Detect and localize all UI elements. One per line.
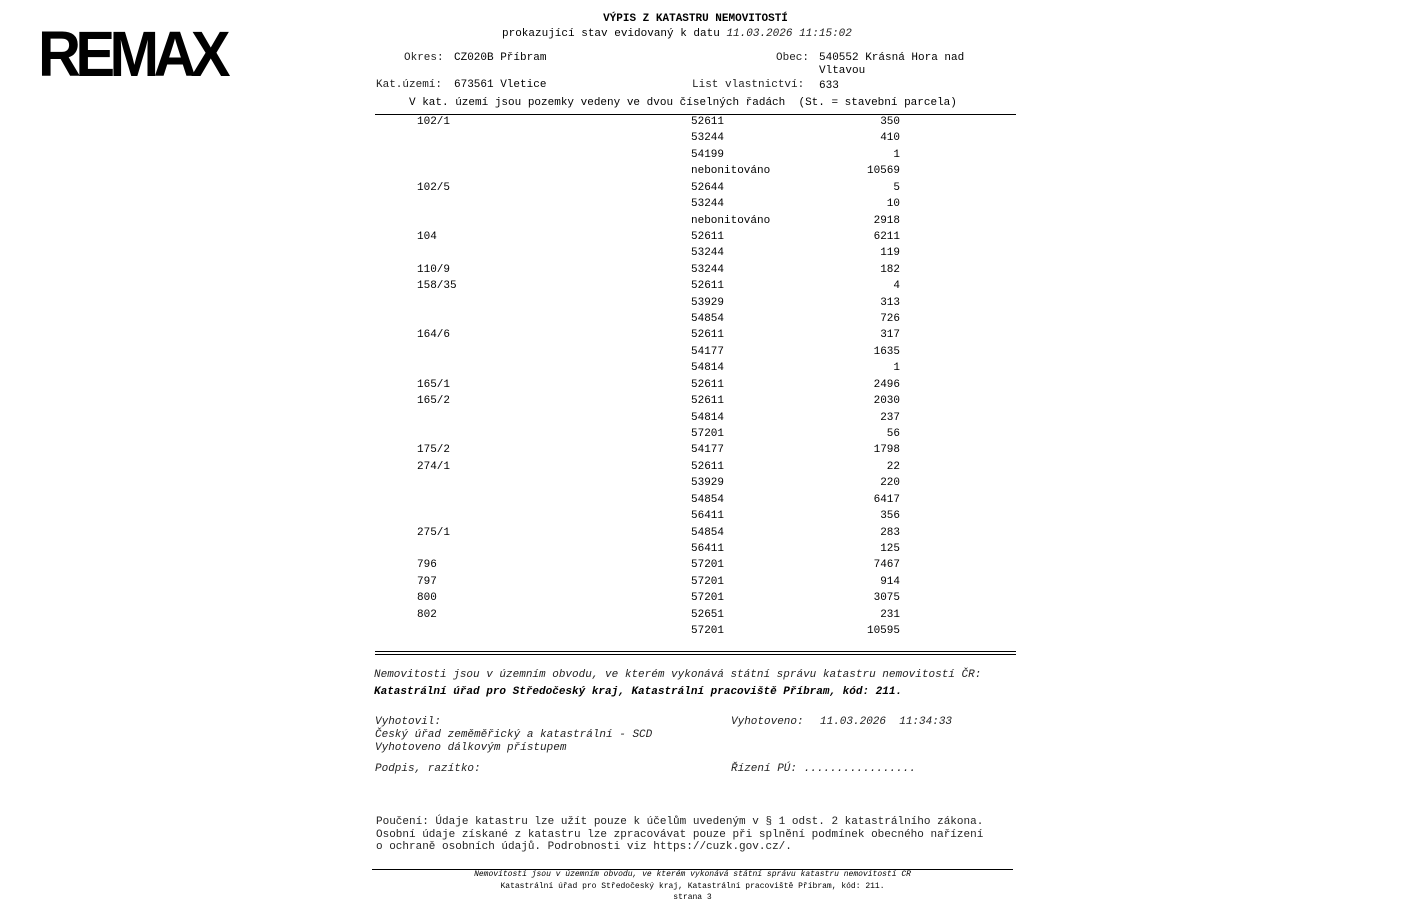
table-row: [0, 215, 1000, 231]
table-row: [0, 527, 1000, 543]
obec-value: 540552 Krásná Hora nad: [819, 52, 965, 64]
bpej-code: 52611: [691, 280, 725, 293]
table-row: [0, 592, 1000, 608]
parcel-number: 796: [417, 559, 437, 572]
bpej-code: 57201: [691, 427, 725, 440]
document-subtitle: [502, 28, 852, 40]
bpej-code: 54854: [691, 493, 725, 506]
subtitle-text: prokazující stav evidovaný k datu: [502, 28, 720, 40]
area-value: 356: [880, 510, 900, 523]
notice-line: Poučení: Údaje katastru lze užít pouze k účelům uvedeným v § 1 odst. 2 katastrálního zákona.: [376, 816, 984, 828]
parcel-number: 164/6: [417, 329, 451, 342]
bpej-code: 57201: [691, 625, 725, 638]
obec-value-cont: Vltavou: [819, 65, 866, 77]
issued-date-label: Vyhotoveno:: [731, 716, 804, 728]
area-value: 1: [893, 148, 900, 161]
table-row: [0, 362, 1000, 378]
table-row: [0, 461, 1000, 477]
table-row: [0, 412, 1000, 428]
table-row: [0, 477, 1000, 493]
area-value: 1798: [873, 444, 900, 457]
area-value: 125: [880, 542, 900, 555]
numbering-note: V kat. území jsou pozemky vedeny ve dvou číselných řadách (St. = stavební parcela): [409, 97, 957, 109]
footer-office-text: Nemovitosti jsou v územním obvodu, ve kterém vykonává státní správu katastru nemovitostí ČR: [474, 870, 911, 879]
document-title: VÝPIS Z KATASTRU NEMOVITOSTÍ: [603, 13, 788, 25]
parcel-number: 110/9: [417, 263, 451, 276]
area-value: 22: [886, 460, 900, 473]
rizeni-pu: Řízení PÚ: .................: [731, 763, 916, 775]
bpej-code: 53244: [691, 247, 725, 260]
area-value: 119: [880, 247, 900, 260]
parcel-number: 175/2: [417, 444, 451, 457]
table-row: [0, 149, 1000, 165]
area-value: 350: [880, 116, 900, 128]
office-name: Katastrální úřad pro Středočeský kraj, Katastrální pracoviště Příbram, kód: 211.: [374, 686, 903, 698]
issued-date: 11.03.2026 11:34:33: [820, 716, 953, 728]
parcel-number: 275/1: [417, 526, 451, 539]
parcel-number: 274/1: [417, 460, 451, 473]
table-row: [0, 297, 1000, 313]
parcel-number: 802: [417, 608, 437, 621]
area-value: 726: [880, 313, 900, 326]
bpej-code: 56411: [691, 510, 725, 523]
table-row: [0, 444, 1000, 460]
divider: [375, 114, 1016, 115]
area-value: 313: [880, 296, 900, 309]
area-value: 10569: [866, 165, 900, 178]
ku-value: 673561 Vletice: [454, 79, 547, 91]
area-value: 3075: [873, 592, 900, 605]
area-value: 2918: [873, 214, 900, 227]
parcel-number: 158/35: [417, 280, 457, 293]
parcel-number: 102/5: [417, 181, 451, 194]
table-row: [0, 264, 1000, 280]
table-row: [0, 313, 1000, 329]
parcel-number: 797: [417, 575, 437, 588]
table-row: [0, 395, 1000, 411]
parcel-number: 104: [417, 230, 437, 243]
table-row: [0, 559, 1000, 575]
bpej-code: 52644: [691, 181, 725, 194]
table-row: [0, 329, 1000, 345]
bpej-code: 56411: [691, 542, 725, 555]
bpej-code: 57201: [691, 559, 725, 572]
area-value: 10595: [866, 625, 900, 638]
okres-value: CZ020B Příbram: [454, 52, 547, 64]
remax-logo: REMAX: [38, 18, 226, 90]
table-row: [0, 609, 1000, 625]
lv-value: 633: [819, 80, 839, 92]
bpej-code: 52651: [691, 608, 725, 621]
table-row: [0, 247, 1000, 263]
area-value: 56: [886, 427, 900, 440]
area-value: 317: [880, 329, 900, 342]
issued-remote: Vyhotoveno dálkovým přístupem: [375, 742, 567, 754]
state-date: 11.03.2026 11:15:02: [726, 28, 852, 40]
parcel-number: 165/1: [417, 378, 451, 391]
area-value: 410: [880, 132, 900, 145]
area-value: 1: [893, 362, 900, 375]
bpej-code: 57201: [691, 592, 725, 605]
area-value: 4: [893, 280, 900, 293]
signature-label: Podpis, razítko:: [375, 763, 481, 775]
table-row: [0, 428, 1000, 444]
bpej-code: 53244: [691, 263, 725, 276]
area-value: 1635: [873, 345, 900, 358]
bpej-code: 54199: [691, 148, 725, 161]
bpej-code: 54854: [691, 313, 725, 326]
ku-label: Kat.území:: [376, 79, 443, 91]
bpej-code: 53244: [691, 132, 725, 145]
parcel-number: 165/2: [417, 395, 451, 408]
parcel-number: 800: [417, 592, 437, 605]
bpej-code: 53929: [691, 296, 725, 309]
area-value: 220: [880, 477, 900, 490]
bpej-code: 54814: [691, 411, 725, 424]
area-value: 7467: [873, 559, 900, 572]
area-value: 182: [880, 263, 900, 276]
bpej-code: 57201: [691, 575, 725, 588]
issued-by: Český úřad zeměměřický a katastrální - SCD: [375, 729, 653, 741]
lv-label: List vlastnictví:: [692, 79, 805, 91]
bpej-code: nebonitováno: [691, 214, 771, 227]
parcel-number: 102/1: [417, 116, 451, 128]
notice-line: o ochraně osobních údajů. Podrobnosti viz https://cuzk.gov.cz/.: [376, 841, 792, 853]
area-value: 2496: [873, 378, 900, 391]
table-row: [0, 576, 1000, 592]
table-row: [0, 116, 1000, 132]
area-value: 2030: [873, 395, 900, 408]
table-row: [0, 165, 1000, 181]
bpej-code: 52611: [691, 230, 725, 243]
bpej-code: 52611: [691, 329, 725, 342]
bpej-code: 53244: [691, 198, 725, 211]
table-row: [0, 346, 1000, 362]
office-text: Nemovitosti jsou v územním obvodu, ve kterém vykonává státní správu katastru nemovitostí ČR:: [374, 669, 982, 681]
footer-office-name: Katastrální úřad pro Středočeský kraj, Katastrální pracoviště Příbram, kód: 211.: [500, 882, 885, 891]
area-value: 6211: [873, 230, 900, 243]
table-row: [0, 625, 1000, 641]
table-row: [0, 494, 1000, 510]
bpej-code: 54854: [691, 526, 725, 539]
area-value: 914: [880, 575, 900, 588]
area-value: 231: [880, 608, 900, 621]
divider: [375, 654, 1016, 655]
bpej-code: nebonitováno: [691, 165, 771, 178]
page-number: strana 3: [673, 893, 712, 902]
table-row: [0, 510, 1000, 526]
bpej-code: 52611: [691, 460, 725, 473]
bpej-code: 52611: [691, 378, 725, 391]
table-row: [0, 198, 1000, 214]
table-row: [0, 231, 1000, 247]
bpej-code: 53929: [691, 477, 725, 490]
area-value: 5: [893, 181, 900, 194]
notice-line: Osobní údaje získané z katastru lze zpracovávat pouze při splnění podmínek obecného nařízení: [376, 829, 984, 841]
issued-by-label: Vyhotovil:: [375, 716, 442, 728]
bpej-code: 52611: [691, 116, 725, 128]
table-row: [0, 132, 1000, 148]
table-row: [0, 543, 1000, 559]
divider: [375, 651, 1016, 652]
area-value: 6417: [873, 493, 900, 506]
table-row: [0, 379, 1000, 395]
area-value: 283: [880, 526, 900, 539]
bpej-code: 52611: [691, 395, 725, 408]
okres-label: Okres:: [404, 52, 444, 64]
area-value: 237: [880, 411, 900, 424]
bpej-code: 54177: [691, 345, 725, 358]
table-row: [0, 182, 1000, 198]
bpej-code: 54814: [691, 362, 725, 375]
area-value: 10: [886, 198, 900, 211]
bpej-code: 54177: [691, 444, 725, 457]
table-row: [0, 280, 1000, 296]
obec-label: Obec:: [776, 52, 810, 64]
